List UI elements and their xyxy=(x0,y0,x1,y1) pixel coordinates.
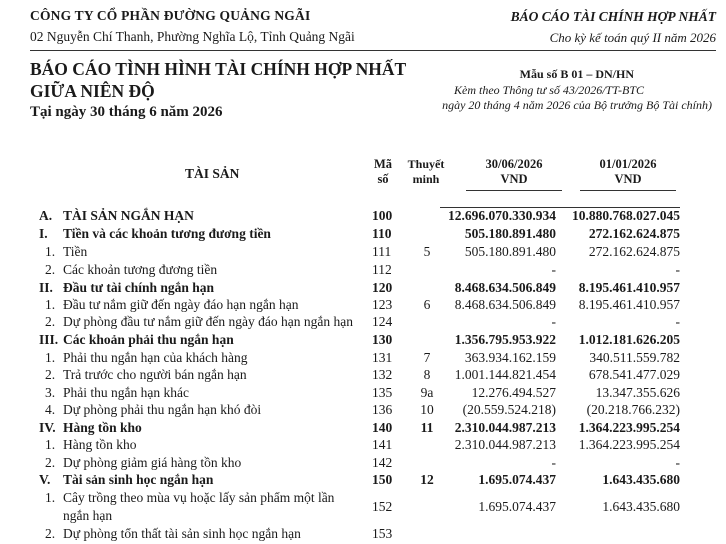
row-value-opening: 1.643.435.680 xyxy=(602,472,680,487)
table-row xyxy=(0,280,726,298)
page-title: BÁO CÁO TÌNH HÌNH TÀI CHÍNH HỢP NHẤT xyxy=(30,59,407,79)
row-label: Hàng tồn kho xyxy=(63,420,142,435)
table-row xyxy=(0,262,726,280)
row-code: 140 xyxy=(372,420,393,435)
row-code: 132 xyxy=(372,367,393,382)
row-value-opening: 1.364.223.995.254 xyxy=(578,437,680,452)
table-row xyxy=(0,490,726,523)
row-code: 123 xyxy=(372,297,393,312)
row-value-current: 2.310.044.987.213 xyxy=(454,420,556,435)
row-value-current: 505.180.891.480 xyxy=(464,244,556,259)
row-value-opening: 8.195.461.410.957 xyxy=(578,280,680,295)
row-number: A. xyxy=(39,208,53,223)
row-label: Dự phòng đầu tư nắm giữ đến ngày đáo hạn ngắn hạn xyxy=(63,314,354,329)
row-value-current: 12.276.494.527 xyxy=(471,385,556,400)
row-value-opening: 13.347.355.626 xyxy=(595,385,680,400)
row-note: 7 xyxy=(423,350,431,365)
report-date: Tại ngày 30 tháng 6 năm 2026 xyxy=(30,104,223,120)
row-number: 2. xyxy=(45,367,56,382)
row-label: Tài sản sinh học ngắn hạn xyxy=(63,472,214,487)
row-value-opening: 1.012.181.626.205 xyxy=(578,332,680,347)
row-code: 120 xyxy=(372,280,393,295)
row-number: V. xyxy=(39,472,51,487)
column-header-note: Thuyết minh xyxy=(407,157,445,186)
row-label: Tiền xyxy=(63,244,88,259)
row-number: III. xyxy=(39,332,59,347)
row-number: 3. xyxy=(45,385,56,400)
table-row xyxy=(0,526,726,544)
row-value-opening: - xyxy=(675,262,680,277)
row-number: 1. xyxy=(45,437,56,452)
row-code: 100 xyxy=(372,208,393,223)
column-header-asset: TÀI SẢN xyxy=(185,166,240,181)
date2-underline xyxy=(580,190,676,191)
row-code: 150 xyxy=(372,472,393,487)
row-code: 152 xyxy=(372,499,393,514)
table-row xyxy=(0,385,726,403)
row-value-opening: - xyxy=(675,314,680,329)
row-code: 112 xyxy=(372,262,392,277)
row-code: 141 xyxy=(372,437,393,452)
form-note-1: Kèm theo Thông tư số 43/2026/TT-BTC xyxy=(453,83,644,97)
date1-underline xyxy=(466,190,562,191)
total-overline xyxy=(440,207,680,208)
row-label: Các khoản tương đương tiền xyxy=(63,262,218,277)
row-value-opening: 272.162.624.875 xyxy=(588,226,680,241)
row-code: 130 xyxy=(372,332,393,347)
row-code: 110 xyxy=(372,226,392,241)
row-label: TÀI SẢN NGẮN HẠN xyxy=(63,208,194,223)
row-value-current: 8.468.634.506.849 xyxy=(454,297,556,312)
row-label: Tiền và các khoản tương đương tiền xyxy=(63,226,271,241)
table-row xyxy=(0,455,726,473)
row-label: Cây trồng theo mùa vụ hoặc lấy sản phẩm một lần xyxy=(63,490,335,505)
row-number: I. xyxy=(39,226,48,241)
row-number: 1. xyxy=(45,297,56,312)
row-label: Đầu tư tài chính ngắn hạn xyxy=(63,280,215,295)
row-label: Phải thu ngắn hạn khác xyxy=(63,385,189,400)
row-code: 142 xyxy=(372,455,393,470)
row-value-opening: 8.195.461.410.957 xyxy=(578,297,680,312)
row-value-current: 1.001.144.821.454 xyxy=(454,367,556,382)
row-number: IV. xyxy=(39,420,56,435)
column-header-date1: 30/06/2026 VND xyxy=(485,157,543,186)
row-value-current: 363.934.162.159 xyxy=(464,350,556,365)
row-value-current: 8.468.634.506.849 xyxy=(454,280,556,295)
form-code: Mẫu số B 01 – DN/HN xyxy=(519,67,634,81)
row-note: 5 xyxy=(423,244,431,259)
row-label: Trả trước cho người bán ngắn hạn xyxy=(63,367,247,382)
table-row xyxy=(0,367,726,385)
row-number: 2. xyxy=(45,262,56,277)
row-code: 135 xyxy=(372,385,393,400)
row-value-current: 1.356.795.953.922 xyxy=(454,332,556,347)
table-row xyxy=(0,332,726,350)
row-value-current: 12.696.070.330.934 xyxy=(448,208,556,223)
row-label: Phải thu ngắn hạn của khách hàng xyxy=(63,350,248,365)
row-label: Dự phòng tổn thất tài sản sinh học ngắn hạn xyxy=(63,526,301,541)
company-address: 02 Nguyễn Chí Thanh, Phường Nghĩa Lộ, Tỉnh Quảng Ngãi xyxy=(30,29,355,44)
row-code: 136 xyxy=(372,402,393,417)
row-value-opening: 272.162.624.875 xyxy=(588,244,680,259)
row-value-opening: 1.643.435.680 xyxy=(602,499,680,514)
row-code: 131 xyxy=(372,350,393,365)
row-value-current: - xyxy=(551,455,556,470)
report-type: BÁO CÁO TÀI CHÍNH HỢP NHẤT xyxy=(510,9,716,24)
table-row xyxy=(0,208,726,226)
row-value-current: - xyxy=(551,314,556,329)
row-label: Dự phòng giảm giá hàng tồn kho xyxy=(63,455,242,470)
table-row xyxy=(0,350,726,368)
row-value-current: 1.695.074.437 xyxy=(478,472,556,487)
row-code: 153 xyxy=(372,526,393,541)
row-value-opening: 10.880.768.027.045 xyxy=(572,208,680,223)
row-value-current: (20.559.524.218) xyxy=(462,402,556,417)
table-row xyxy=(0,244,726,262)
row-number: 1. xyxy=(45,244,56,259)
row-note: 6 xyxy=(423,297,431,312)
row-label: Các khoản phải thu ngắn hạn xyxy=(63,332,234,347)
row-value-opening: 340.511.559.782 xyxy=(589,350,680,365)
table-row xyxy=(0,402,726,420)
row-label: Hàng tồn kho xyxy=(63,437,137,452)
row-note: 10 xyxy=(420,402,434,417)
table-row xyxy=(0,420,726,438)
row-label: Đầu tư nắm giữ đến ngày đáo hạn ngắn hạn xyxy=(63,297,299,312)
row-note: 12 xyxy=(420,472,434,487)
table-row xyxy=(0,226,726,244)
row-value-current: 2.310.044.987.213 xyxy=(454,437,556,452)
table-row xyxy=(0,472,726,490)
row-value-current: - xyxy=(551,262,556,277)
row-value-current: 1.695.074.437 xyxy=(478,499,556,514)
row-code: 111 xyxy=(372,244,392,259)
row-label: Dự phòng phải thu ngắn hạn khó đòi xyxy=(63,402,262,417)
form-note-2: ngày 20 tháng 4 năm 2026 của Bộ trưởng Bộ Tài chính) xyxy=(442,98,712,112)
table-row xyxy=(0,297,726,315)
column-header-date2: 01/01/2026 VND xyxy=(599,157,657,186)
column-header-code: Mã số xyxy=(373,157,393,186)
page-title-line2: GIỮA NIÊN ĐỘ xyxy=(30,81,155,101)
row-note: 8 xyxy=(423,367,431,382)
row-number: 1. xyxy=(45,490,56,505)
row-label-continued: ngắn hạn xyxy=(63,508,113,523)
row-note: 9a xyxy=(420,385,434,400)
row-code: 124 xyxy=(372,314,393,329)
row-value-opening: (20.218.766.232) xyxy=(586,402,680,417)
row-number: 2. xyxy=(45,314,56,329)
company-name: CÔNG TY CỔ PHẦN ĐƯỜNG QUẢNG NGÃI xyxy=(30,8,311,23)
row-value-opening: 1.364.223.995.254 xyxy=(578,420,680,435)
row-value-opening: - xyxy=(675,455,680,470)
table-row xyxy=(0,314,726,332)
row-number: 1. xyxy=(45,350,56,365)
row-number: II. xyxy=(39,280,53,295)
row-note: 11 xyxy=(420,420,434,435)
row-number: 2. xyxy=(45,455,56,470)
row-value-opening: 678.541.477.029 xyxy=(588,367,680,382)
row-number: 2. xyxy=(45,526,56,541)
row-number: 4. xyxy=(45,402,56,417)
row-value-current: 505.180.891.480 xyxy=(464,226,556,241)
header-divider xyxy=(30,50,716,51)
table-row xyxy=(0,437,726,455)
report-period: Cho kỳ kế toán quý II năm 2026 xyxy=(549,30,716,45)
